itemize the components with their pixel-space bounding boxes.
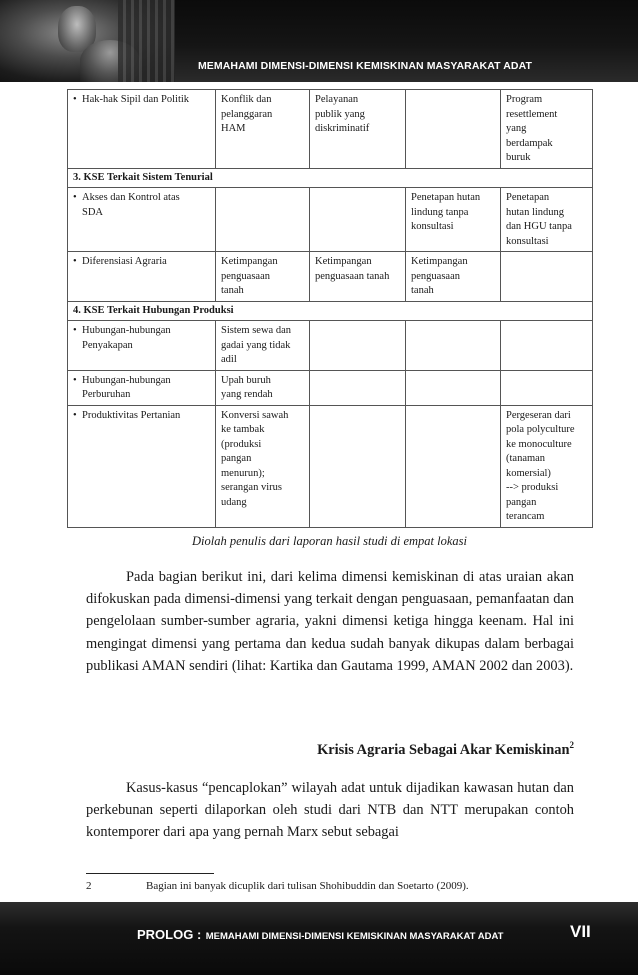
cell-line: konsultasi xyxy=(411,221,454,232)
table-cell-col1 xyxy=(68,405,216,527)
table-row xyxy=(68,370,593,405)
cell-line: buruk xyxy=(506,152,531,163)
table-row xyxy=(68,188,593,252)
cell-line: berdampak xyxy=(506,137,553,149)
cell-line: resettlement xyxy=(506,108,558,120)
table-cell-col4 xyxy=(406,321,501,371)
cell-line: adil xyxy=(221,354,237,365)
cell-line: Pergeseran dari xyxy=(506,409,571,421)
cell-line: ke monoculture xyxy=(506,438,572,450)
cell-line: (tanaman xyxy=(506,453,546,464)
table-section-row xyxy=(68,168,593,188)
cell-line: Perburuhan xyxy=(82,389,131,400)
cell-line: Penetapan xyxy=(506,192,550,203)
paragraph-2-text: Kasus-kasus “pencaplokan” wilayah adat untuk dijadikan kawasan hutan dan perkebunan seperti dilaporkan oleh studi dari NTB dan NTT merupakan contoh kontemporer dari apa yang pernah Marx sebut sebagai xyxy=(86,780,574,841)
table-row xyxy=(68,90,593,169)
cell-line: hutan lindung xyxy=(506,206,565,218)
bullet-icon: • xyxy=(73,325,77,336)
table-cell-col4 xyxy=(406,252,501,302)
cell-line: Hubungan-hubungan xyxy=(82,325,171,336)
paragraph-1-text: Pada bagian berikut ini, dari kelima dimensi kemiskinan di atas uraian akan difokuskan pada dimensi-dimensi yang terkait dengan penguasaan, pemanfaatan dan pengelolaan sumber-sumber agraria, yakni dimensi ketiga hingga keenam. Hal ini mengingat dimensi yang pertama dan kedua sudah banyak dikupas dalam berbagai publikasi AMAN sendiri (lihat: Kartika dan Gautama 1999, AMAN 2002 dan 2003). xyxy=(86,569,574,674)
cell-line: yang rendah xyxy=(221,389,273,400)
heading-text: Krisis Agraria Sebagai Akar Kemiskinan xyxy=(317,741,570,758)
cell-line: Hubungan-hubungan xyxy=(82,374,171,386)
cell-line: diskriminatif xyxy=(315,123,370,134)
table-body xyxy=(68,90,593,528)
cell-line: pangan xyxy=(221,453,252,464)
table-row xyxy=(68,252,593,302)
cell-line: dan HGU tanpa xyxy=(506,221,572,232)
cell-line: serangan virus xyxy=(221,482,282,493)
table-cell-col2 xyxy=(216,252,310,302)
table-cell-col3 xyxy=(310,321,406,371)
cell-line: HAM xyxy=(221,123,246,134)
table-cell-col4 xyxy=(406,370,501,405)
cell-line: Konversi sawah xyxy=(221,409,289,421)
cell-line: pelanggaran xyxy=(221,108,273,120)
footer-prolog: PROLOG : xyxy=(137,927,202,942)
table-cell-col2 xyxy=(216,405,310,527)
cell-line: udang xyxy=(221,496,247,508)
section-label: 4. KSE Terkait Hubungan Produksi xyxy=(68,301,593,321)
table-cell-col5 xyxy=(501,90,593,169)
table-cell-col3 xyxy=(310,370,406,405)
page-number: VII xyxy=(570,922,591,941)
cell-line: Sistem sewa dan xyxy=(221,325,291,336)
cell-line: publik yang xyxy=(315,108,365,120)
section-heading xyxy=(86,740,574,759)
bullet-icon: • xyxy=(73,94,77,105)
cell-line: penguasaan tanah xyxy=(315,270,390,282)
heading-footnote-ref: 2 xyxy=(569,740,574,750)
cell-line: Ketimpangan xyxy=(411,256,468,267)
running-title: MEMAHAMI DIMENSI-DIMENSI KEMISKINAN MASYARAKAT ADAT xyxy=(197,60,533,72)
cell-line: pola polyculture xyxy=(506,424,575,435)
table-cell-col1 xyxy=(68,90,216,169)
table-cell-col3 xyxy=(310,252,406,302)
cell-line: Pelayanan xyxy=(315,94,359,105)
cell-line: Hak-hak Sipil dan Politik xyxy=(82,94,190,105)
cell-line: Upah buruh xyxy=(221,374,271,386)
cell-line: Akses dan Kontrol atas xyxy=(82,192,180,203)
cell-line: menurun); xyxy=(221,467,265,479)
table-cell-col4 xyxy=(406,90,501,169)
cell-line: gadai yang tidak xyxy=(221,339,291,351)
table-cell-col1 xyxy=(68,321,216,371)
table-cell-col5 xyxy=(501,188,593,252)
cell-line: tanah xyxy=(411,285,434,296)
bullet-icon: • xyxy=(73,256,77,267)
table-section-row xyxy=(68,301,593,321)
table-cell-col1 xyxy=(68,370,216,405)
table-cell-col5 xyxy=(501,252,593,302)
poverty-table xyxy=(67,89,592,528)
cell-line: yang xyxy=(506,123,527,134)
paragraph-2 xyxy=(86,777,574,844)
kse-table xyxy=(67,89,593,528)
cell-line: (produksi xyxy=(221,438,262,450)
page-header xyxy=(0,0,638,82)
table-cell-col5 xyxy=(501,321,593,371)
table-row xyxy=(68,321,593,371)
cell-line: ke tambak xyxy=(221,424,265,435)
cell-line: penguasaan xyxy=(411,270,460,282)
table-cell-col1 xyxy=(68,188,216,252)
table-cell-col2 xyxy=(216,90,310,169)
table-cell-col3 xyxy=(310,188,406,252)
table-cell-col2 xyxy=(216,321,310,371)
paragraph-1 xyxy=(86,566,574,677)
cell-line: terancam xyxy=(506,511,545,522)
header-photo xyxy=(0,0,175,82)
section-label: 3. KSE Terkait Sistem Tenurial xyxy=(68,168,593,188)
cell-line: Ketimpangan xyxy=(315,256,372,267)
footnote-number: 2 xyxy=(86,880,92,892)
table-cell-col2 xyxy=(216,188,310,252)
bullet-icon: • xyxy=(73,374,77,386)
bullet-icon: • xyxy=(73,192,77,203)
cell-line: pangan xyxy=(506,496,537,508)
table-caption: Diolah penulis dari laporan hasil studi di empat lokasi xyxy=(191,534,467,548)
footer-book-title: MEMAHAMI DIMENSI-DIMENSI KEMISKINAN MASYARAKAT ADAT xyxy=(205,931,504,942)
table-cell-col2 xyxy=(216,370,310,405)
footnote xyxy=(86,880,574,892)
photo-wall xyxy=(118,0,175,82)
bullet-icon: • xyxy=(73,409,77,421)
cell-line: Penetapan hutan xyxy=(411,192,481,203)
cell-line: lindung tanpa xyxy=(411,206,469,218)
cell-line: --> produksi xyxy=(506,482,559,493)
cell-line: Penyakapan xyxy=(82,339,133,351)
cell-line: penguasaan xyxy=(221,270,270,282)
footer-title xyxy=(137,926,557,944)
cell-line: Diferensiasi Agraria xyxy=(82,256,167,267)
cell-line: Program xyxy=(506,94,543,105)
cell-line: konsultasi xyxy=(506,235,549,247)
table-cell-col3 xyxy=(310,405,406,527)
footnote-text: Bagian ini banyak dicuplik dari tulisan Shohibuddin dan Soetarto (2009). xyxy=(146,880,469,892)
table-cell-col5 xyxy=(501,370,593,405)
cell-line: Produktivitas Pertanian xyxy=(82,409,181,421)
table-row xyxy=(68,405,593,527)
cell-line: SDA xyxy=(82,206,104,218)
table-cell-col1 xyxy=(68,252,216,302)
page-footer xyxy=(0,902,638,975)
table-cell-col4 xyxy=(406,188,501,252)
cell-line: Konflik dan xyxy=(221,94,272,105)
table-cell-col3 xyxy=(310,90,406,169)
cell-line: tanah xyxy=(221,285,244,296)
table-cell-col4 xyxy=(406,405,501,527)
cell-line: komersial) xyxy=(506,467,551,479)
table-cell-col5 xyxy=(501,405,593,527)
cell-line: Ketimpangan xyxy=(221,256,278,267)
footnote-rule xyxy=(86,873,214,874)
